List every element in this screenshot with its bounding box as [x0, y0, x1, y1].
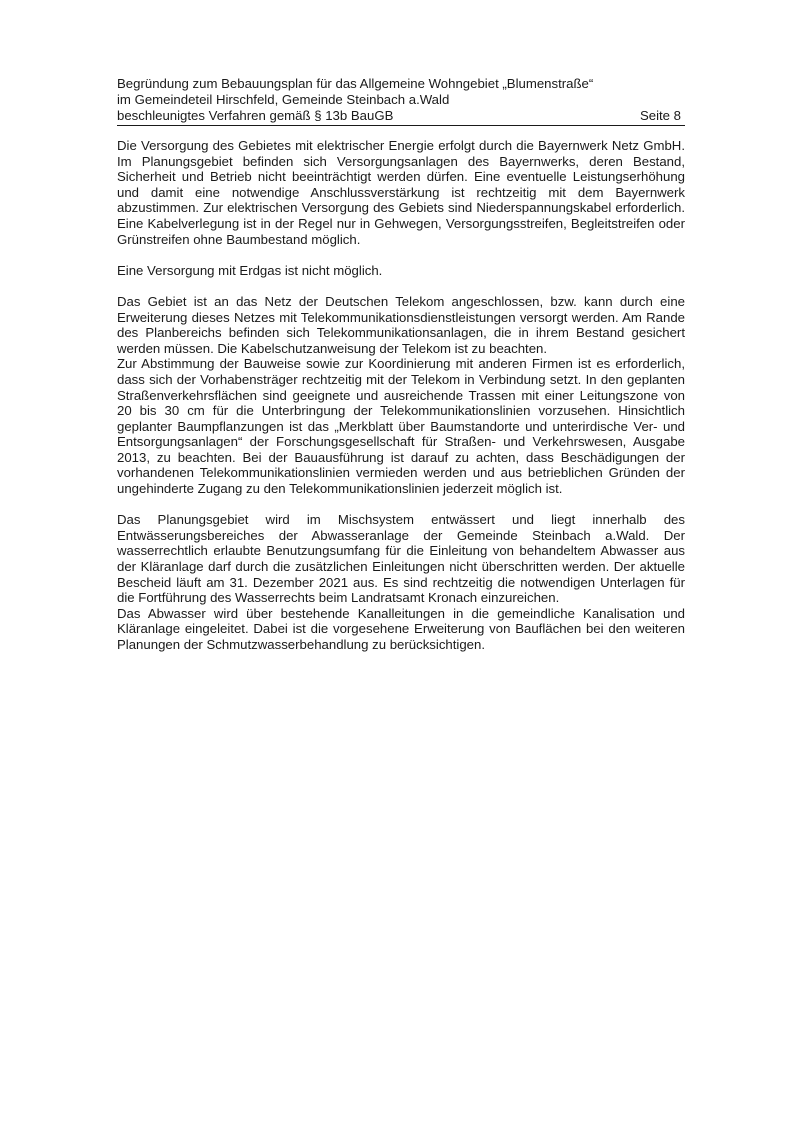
paragraph-electricity: Die Versorgung des Gebietes mit elektrischer Energie erfolgt durch die Bayernwerk Netz GmbH. Im Planungsgebiet befinden sich Versorgungsanlagen des Bayernwerks, deren Bestand, Sicherheit und Betrieb nicht beeinträchtigt werden dürfen. Eine eventuelle Leistungserhöhung und damit eine notwendige Anschlussverstärkung ist rechtzeitig mit dem Bayernwerk abzustimmen. Zur elektrischen Versorgung des Gebiets sind Niederspannungskabel erforderlich. Eine Kabelverlegung ist in der Regel nur in Gehwegen, Versorgungsstreifen, Begleitstreifen oder Grünstreifen ohne Baumbestand möglich. — [117, 138, 685, 247]
header-procedure: beschleunigtes Verfahren gemäß § 13b BauGB — [117, 108, 394, 123]
page-number: Seite 8 — [639, 108, 681, 123]
body-text — [117, 138, 685, 668]
paragraph-telecom: Das Gebiet ist an das Netz der Deutschen Telekom angeschlossen, bzw. kann durch eine Erweiterung dieses Netzes mit Telekommunikationsdienstleistungen versorgt werden. Am Rande des Planbereichs befinden sich Telekommunikationsanlagen, die in ihrem Bestand gesichert werden müssen. Die Kabelschutzanweisung der Telekom ist zu beachten. — [117, 293, 685, 356]
paragraph-drainage: Das Planungsgebiet wird im Mischsystem entwässert und liegt innerhalb des Entwässerungsbereiches der Abwasseranlage der Gemeinde Steinbach a.Wald. Der wasserrechtlich erlaubte Benutzungsumfang für die Einleitung von behandeltem Abwasser aus der Kläranlage darf durch die zusätzlichen Einleitungen nicht überschritten werden. Der aktuelle Bescheid läuft am 31. Dezember 2021 aus. Es sind rechtzeitig die notwendigen Unterlagen für die Fortführung des Wasserrechts beim Landratsamt Kronach einzureichen. — [117, 512, 685, 606]
paragraph-wastewater: Das Abwasser wird über bestehende Kanalleitungen in die gemeindliche Kanalisation und Kläranlage eingeleitet. Dabei ist die vorgesehene Erweiterung von Bauflächen bei den weiteren Planungen der Schmutzwasserbehandlung zu berücksichtigen. — [117, 605, 685, 652]
header-title-line-2: im Gemeindeteil Hirschfeld, Gemeinde Steinbach a.Wald — [117, 92, 450, 107]
page-header — [117, 76, 685, 126]
paragraph-gas: Eine Versorgung mit Erdgas ist nicht möglich. — [117, 262, 383, 278]
paragraph-telecom-coordination: Zur Abstimmung der Bauweise sowie zur Koordinierung mit anderen Firmen ist es erforderlich, dass sich der Vorhabensträger rechtzeitig mit der Telekom in Verbindung setzt. In den geplanten Straßenverkehrsflächen sind geeignete und ausreichende Trassen mit einer Leitungszone von 20 bis 30 cm für die Unterbringung der Telekommunikationslinien vorzusehen. Hinsichtlich geplanter Baumpflanzungen ist das „Merkblatt über Baumstandorte und unterirdische Ver- und Entsorgungsanlagen“ der Forschungsgesellschaft für Straßen- und Verkehrswesen, Ausgabe 2013, zu beachten. Bei der Bauausführung ist darauf zu achten, dass Beschädigungen der vorhandenen Telekommunikationslinien vermieden werden und aus betrieblichen Gründen der ungehinderte Zugang zu den Telekommunikationslinien jederzeit möglich ist. — [117, 356, 685, 497]
header-title-line-1: Begründung zum Bebauungsplan für das Allgemeine Wohngebiet „Blumenstraße“ — [117, 76, 594, 91]
header-title-line-3 — [117, 108, 685, 126]
